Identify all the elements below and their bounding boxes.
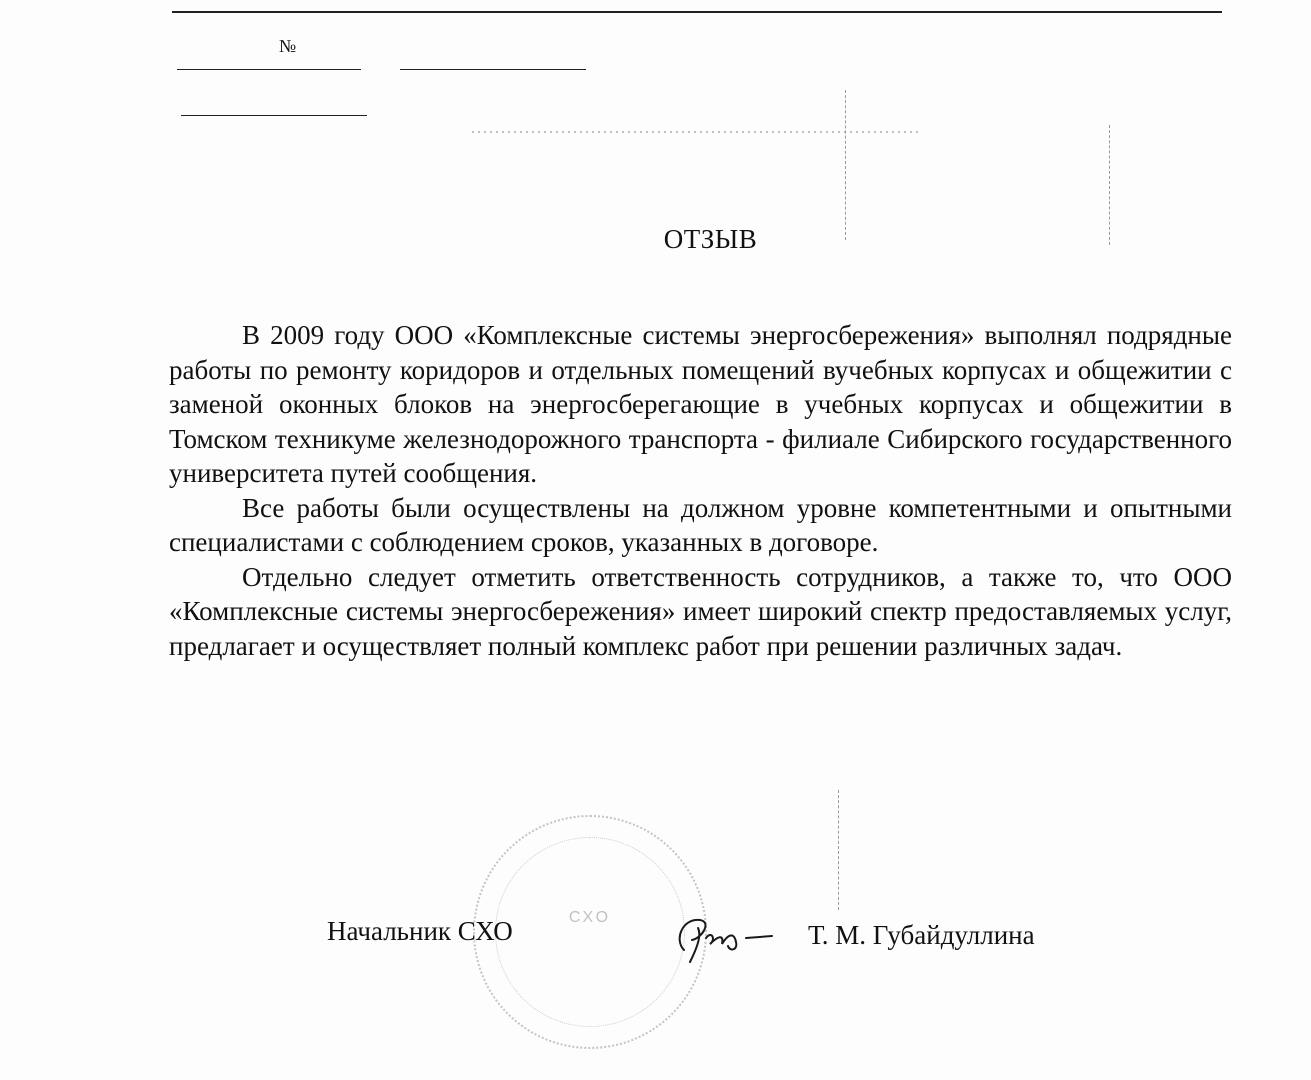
signatory-position: Начальник СХО xyxy=(327,916,513,946)
stamp-inner-ring xyxy=(495,837,685,1027)
number-field-line xyxy=(177,69,361,70)
document-body xyxy=(169,318,1232,663)
date-field-line xyxy=(400,69,586,70)
reference-field-line xyxy=(181,115,367,116)
signatory-name: Т. М. Губайдуллина xyxy=(808,920,1035,950)
scan-artifact xyxy=(845,90,846,240)
number-label: № xyxy=(279,36,297,56)
body-paragraph: Отдельно следует отметить ответственность сотрудников, а также то, что ООО «Комплексные системы энергосбережения» имеет широкий спектр предоставляемых услуг, предлагает и осуществляет полный комплекс работ при решении различных задач. xyxy=(169,561,1232,661)
document-title: ОТЗЫВ xyxy=(663,224,758,254)
top-rule xyxy=(172,11,1222,13)
scan-artifact xyxy=(470,128,920,136)
scan-artifact xyxy=(838,790,839,910)
body-paragraph: Все работы были осуществлены на должном уровне компетентными и опытными специалистами с соблюдением сроков, указанных в договоре. xyxy=(169,492,1232,557)
handwritten-signature xyxy=(672,910,792,965)
stamp-text: СХО xyxy=(568,909,612,926)
body-paragraph: В 2009 году ООО «Комплексные системы энергосбережения» выполнял подрядные работы по ремонту коридоров и отдельных помещений вучебных корпусах и общежитии с заменой оконных блоков на энергосберегающие в учебных корпусах и общежитии в Томском техникуме железнодорожного транспорта - филиале Сибирского государственного университета путей сообщения. xyxy=(169,320,1232,488)
